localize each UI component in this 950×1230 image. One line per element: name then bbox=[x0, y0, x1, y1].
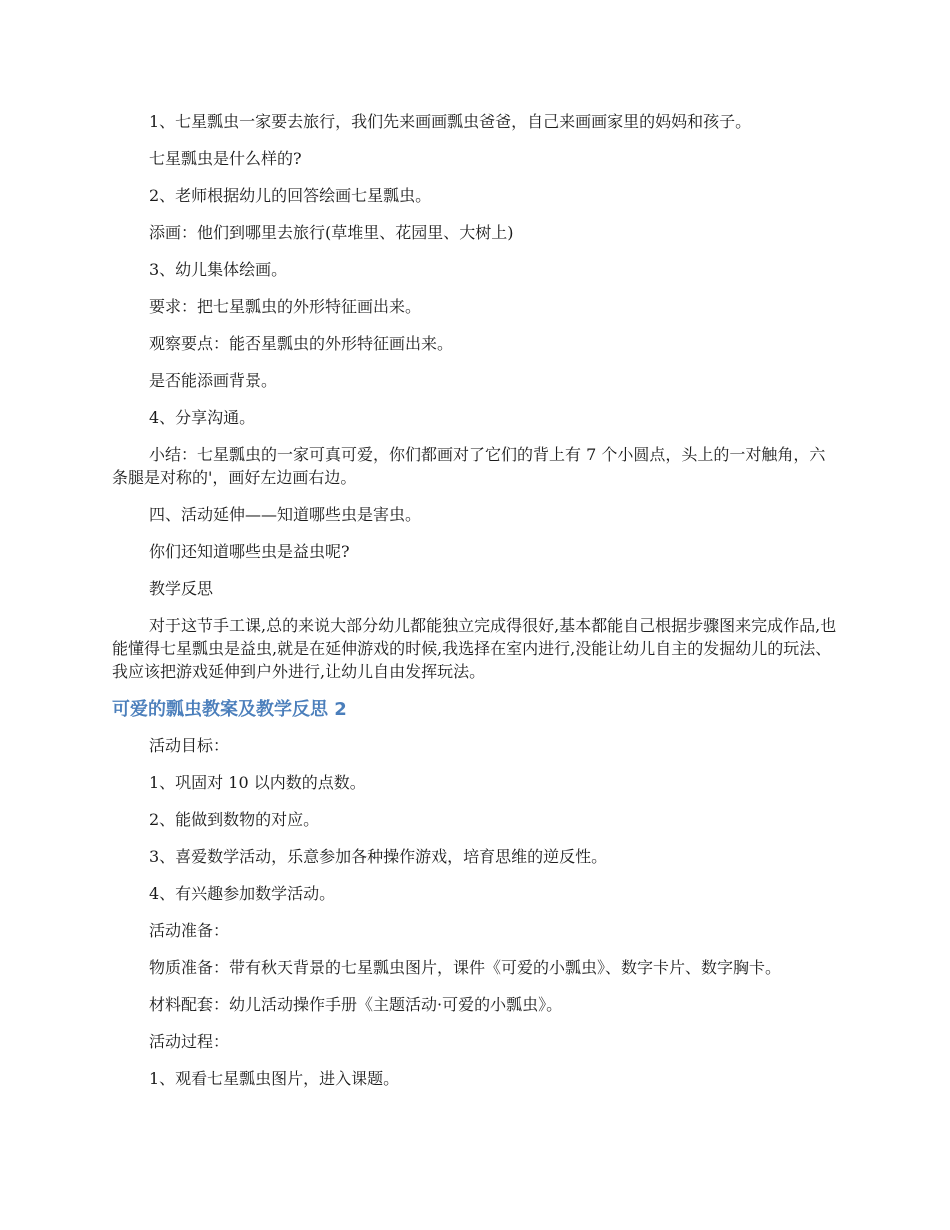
paragraph: 七星瓢虫是什么样的? bbox=[149, 149, 302, 168]
paragraph: 材料配套：幼儿活动操作手册《主题活动·可爱的小瓢虫》。 bbox=[149, 995, 563, 1014]
paragraph: 对于这节手工课,总的来说大部分幼儿都能独立完成得很好,基本都能自己根据步骤图来完成作品,也能懂得七星瓢虫是益虫,就是在延伸游戏的时候,我选择在室内进行,没能让幼儿自主的发掘幼儿的玩法、我应该把游戏延伸到户外进行,让幼儿自由发挥玩法。 bbox=[112, 616, 837, 681]
paragraph: 物质准备：带有秋天背景的七星瓢虫图片，课件《可爱的小瓢虫》、数字卡片、数字胸卡。 bbox=[149, 958, 782, 977]
paragraph: 你们还知道哪些虫是益虫呢? bbox=[149, 542, 350, 561]
paragraph: 小结：七星瓢虫的一家可真可爱，你们都画对了它们的背上有 7 个小圆点，头上的一对触角，六条腿是对称的'，画好左边画右边。 bbox=[112, 445, 826, 487]
paragraph: 添画：他们到哪里去旅行(草堆里、花园里、大树上) bbox=[149, 223, 514, 242]
paragraph: 活动目标： bbox=[149, 736, 230, 755]
paragraph: 活动准备： bbox=[149, 921, 230, 940]
paragraph: 观察要点：能否星瓢虫的外形特征画出来。 bbox=[149, 334, 454, 353]
paragraph: 1、巩固对 10 以内数的点数。 bbox=[149, 773, 366, 792]
paragraph: 活动过程： bbox=[149, 1032, 230, 1051]
document-body bbox=[112, 110, 840, 1104]
paragraph: 3、幼儿集体绘画。 bbox=[149, 260, 288, 279]
section-heading: 可爱的瓢虫教案及教学反思 2 bbox=[112, 699, 347, 720]
paragraph: 教学反思 bbox=[149, 579, 214, 598]
paragraph: 4、有兴趣参加数学活动。 bbox=[149, 884, 336, 903]
paragraph: 4、分享沟通。 bbox=[149, 408, 256, 427]
paragraph: 四、活动延伸——知道哪些虫是害虫。 bbox=[149, 505, 422, 524]
paragraph: 1、七星瓢虫一家要去旅行，我们先来画画瓢虫爸爸，自己来画画家里的妈妈和孩子。 bbox=[149, 112, 752, 131]
paragraph: 2、老师根据幼儿的回答绘画七星瓢虫。 bbox=[149, 186, 432, 205]
paragraph: 是否能添画背景。 bbox=[149, 371, 278, 390]
paragraph: 1、观看七星瓢虫图片，进入课题。 bbox=[149, 1069, 400, 1088]
paragraph: 要求：把七星瓢虫的外形特征画出来。 bbox=[149, 297, 422, 316]
paragraph: 3、喜爱数学活动，乐意参加各种操作游戏，培育思维的逆反性。 bbox=[149, 847, 608, 866]
paragraph: 2、能做到数物的对应。 bbox=[149, 810, 320, 829]
